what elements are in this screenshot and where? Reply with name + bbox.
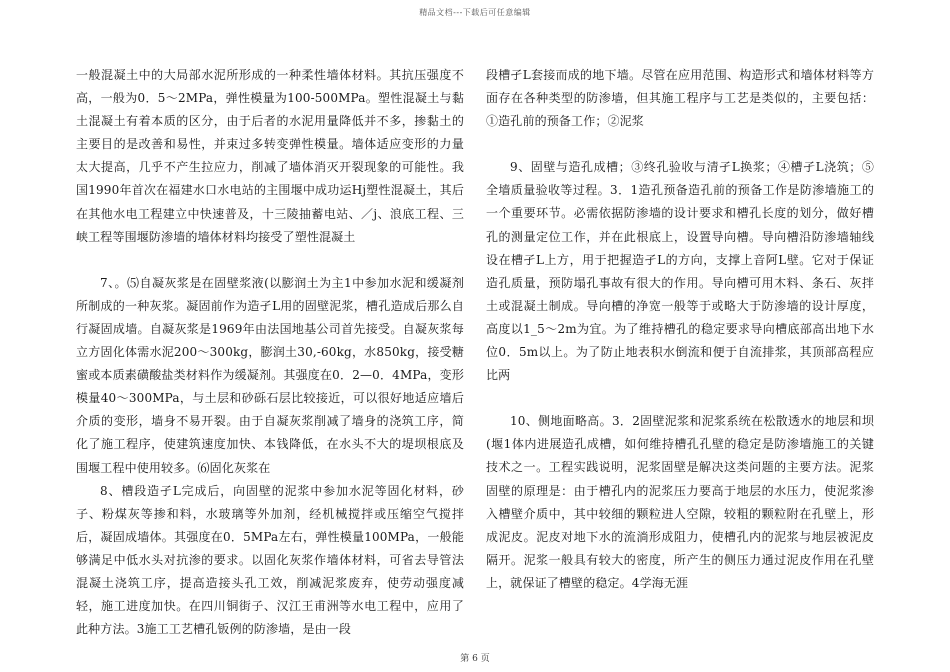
paragraph-left-3: 8、槽段造孑L完成后，向固壁的泥浆中参加水泥等固化材料，砂子、粉煤灰等掺和料，水玻璃等外加剂，经机械搅拌或压缩空气搅拌后，凝固成墙体。其强度在0．5MPa左右，弹性模量100MPa，一般能够满足中低水头对抗渗的要求。以固化灰浆作墙体材料，可省去导管法混凝土浇筑工序，提高造接头孔工效，削减泥浆废弃，使劳动强度减轻，施工进度加快。在四川铜街子、汉江王甫洲等水电工程中，应用了此种方法。3施工工艺槽孔钣例的防渗墙，是由一段 — [76, 483, 464, 637]
header-note: 精品文档---下载后可任意编辑 — [419, 8, 531, 17]
paragraph-gap — [486, 133, 874, 156]
page-number: 第 6 页 — [460, 654, 490, 664]
paragraph-right-1: 段槽孑L套接而成的地下墙。尽管在应用范围、构造形式和墙体材料等方面存在各种类型的防渗墙，但其施工程序与工艺是类似的，主要包括：①造孔前的预备工作；②泥浆 — [486, 68, 874, 129]
paragraph-left-1: 一般混凝土中的大局部水泥所形成的一种柔性墙体材料。其抗压强度不高，一般为0．5～2MPa，弹性模量为100-500MPa。塑性混凝土与黏土混凝土有着本质的区分，由于后者的水泥用量降低并不多，掺黏土的主要目的是改善和易性，并束过多转变弹性模量。墙体适应变形的力量太大提高，几乎不产生拉应力，削减了墙体消灭开裂现象的可能性。我国1990年首次在福建水口水电站的主围堰中成功运Hj塑性混凝土，其后在其他水电工程建立中快速普及，十三陵抽蓄电站、／j、浪底工程、三峡工程等围堰防渗墙的墙体材料均接受了塑性混凝土 — [76, 68, 464, 244]
right-column — [486, 64, 874, 595]
left-column — [76, 64, 464, 641]
paragraph-right-2: 9、固壁与造孔成槽；③终孔验收与清孑L换浆；④槽孑L浇筑；⑤全墙质量验收等过程。3．1造孔预备造孔前的预备工作是防渗墙施工的一个重要环节。必需依据防渗墙的设计要求和槽孔长度的划分，做好槽孔的测量定位工作，并在此根底上，设置导向槽。导向槽沿防渗墙轴线设在槽孑L上方，用于把握造孑L的方向，支撑上音阿L壁。它对于保证造孔质量，预防塌孔事故有很大的作用。导向槽可用木料、条石、灰拌土或混凝土制成。导向槽的净宽一般等于或略大于防渗墙的设计厚度，高度以1_5～2m为宜。为了维持槽孔的稳定要求导向槽底部高出地下水位0．5m以上。为了防止地表积水倒流和便于自流排浆，其顶部高程应比两 — [486, 160, 874, 383]
paragraph-right-3: 10、侧地面略高。3．2固壁泥浆和泥浆系统在松散透水的地层和坝(堰1体内进展造孔成槽，如何维持槽孔孔壁的稳定是防渗墙施工的关键技术之一。工程实践说明，泥浆固壁是解决这类问题的主要方法。泥浆固壁的原理是：由于槽孔内的泥浆压力要高于地层的水压力，使泥浆渗入槽壁介质中，其中较细的颗粒进人空隙，较粗的颗粒附在孔壁上，形成泥皮。泥皮对地下水的流淌形成阻力，使槽孔内的泥浆与地层被泥皮隔开。泥浆一般具有较大的密度，所产生的侧压力通过泥皮作用在孔壁上，就保证了槽壁的稳定。4学海无涯 — [486, 414, 874, 590]
paragraph-left-2: 7、。⑸自凝灰浆是在固壁浆液(以膨润土为主1中参加水泥和缓凝剂所制成的一种灰浆。凝固前作为造孑L用的固壁泥浆，槽孔造成后那么自行凝固成墙。自凝灰浆是1969年由法国地基公司首先接受。自凝灰浆每立方固化体需水泥200～300kg，膨润土30,-60kg，水850kg，接受糖蜜或本质素磺酸盐类材料作为缓凝剂。其强度在0．2—0．4MPa，变形模量40～300MPa，与土层和砂砾石层比较接近，可以很好地适应墙后介质的变形，墙身不易开裂。由于自凝灰浆削减了墙身的浇筑工序，简化了施工程序，使建筑速度加快、本钱降低，在水头不大的堤坝根底及围堰工程中使用较多。⑹固化灰浆在 — [76, 275, 464, 475]
paragraph-gap — [76, 249, 464, 272]
paragraph-gap — [486, 387, 874, 410]
